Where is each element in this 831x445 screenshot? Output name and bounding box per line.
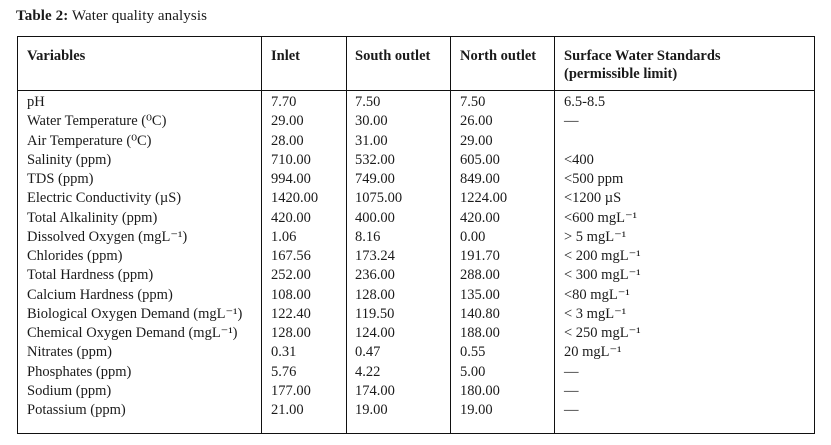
cell-variable: Calcium Hardness (ppm) [27, 286, 173, 303]
cell-inlet: 252.00 [271, 267, 311, 284]
cell-inlet: 28.00 [271, 132, 304, 149]
table-body [18, 93, 814, 420]
cell-inlet: 0.31 [271, 344, 297, 361]
table-row [18, 401, 814, 420]
cell-variable: Sodium (ppm) [27, 382, 112, 399]
cell-north-outlet: 288.00 [460, 267, 500, 284]
cell-variable: Salinity (ppm) [27, 151, 112, 168]
cell-variable: Chlorides (ppm) [27, 248, 123, 264]
header-standards-line2: (permissible limit) [564, 66, 678, 82]
cell-standard: <400 [564, 151, 594, 168]
cell-standard: < 300 mgL⁻¹ [564, 267, 641, 284]
cell-north-outlet: 19.00 [460, 402, 493, 418]
cell-variable: Water Temperature (⁰C) [27, 113, 167, 130]
cell-inlet: 1420.00 [271, 190, 319, 207]
cell-standard: <80 mgL⁻¹ [564, 286, 630, 303]
cell-north-outlet: 188.00 [460, 325, 500, 341]
table-row [18, 112, 814, 131]
cell-north-outlet: 1224.00 [460, 190, 508, 207]
cell-north-outlet: 29.00 [460, 132, 493, 149]
cell-north-outlet: 420.00 [460, 209, 500, 226]
table-row [18, 93, 814, 112]
table-row [18, 151, 814, 170]
cell-south-outlet: 400.00 [355, 209, 395, 226]
cell-south-outlet: 19.00 [355, 402, 388, 418]
cell-standard: — [564, 402, 579, 418]
table-row [18, 209, 814, 228]
cell-south-outlet: 174.00 [355, 382, 395, 399]
cell-north-outlet: 180.00 [460, 382, 500, 399]
cell-standard: <600 mgL⁻¹ [564, 209, 637, 226]
cell-inlet: 7.70 [271, 94, 297, 110]
cell-south-outlet: 128.00 [355, 286, 395, 303]
table-row [18, 305, 814, 324]
cell-standard: — [564, 113, 579, 130]
cell-north-outlet: 140.80 [460, 305, 500, 322]
table-row [18, 382, 814, 401]
cell-inlet: 21.00 [271, 402, 304, 418]
cell-standard: — [564, 382, 579, 399]
table-row [18, 132, 814, 151]
cell-north-outlet: 135.00 [460, 286, 500, 303]
cell-inlet: 167.56 [271, 248, 311, 264]
table-row [18, 228, 814, 247]
cell-inlet: 177.00 [271, 382, 311, 399]
cell-south-outlet: 173.24 [355, 248, 395, 264]
header-inlet: Inlet [271, 48, 300, 64]
cell-standard: 6.5-8.5 [564, 94, 606, 110]
table-row [18, 170, 814, 189]
cell-variable: Phosphates (ppm) [27, 363, 132, 380]
cell-north-outlet: 7.50 [460, 94, 486, 110]
cell-inlet: 710.00 [271, 151, 311, 168]
cell-standard: < 250 mgL⁻¹ [564, 325, 641, 341]
table-caption-label: Table 2: [16, 8, 69, 24]
cell-variable: Biological Oxygen Demand (mgL⁻¹) [27, 305, 243, 322]
cell-standard: <1200 µS [564, 190, 622, 207]
cell-standard: — [564, 363, 579, 380]
table-row [18, 286, 814, 305]
cell-south-outlet: 8.16 [355, 228, 381, 245]
cell-south-outlet: 532.00 [355, 151, 395, 168]
cell-north-outlet: 191.70 [460, 248, 500, 264]
cell-south-outlet: 30.00 [355, 113, 388, 130]
cell-south-outlet: 0.47 [355, 344, 381, 361]
header-standards [564, 47, 721, 83]
header-divider [18, 90, 814, 91]
cell-variable: Electric Conductivity (µS) [27, 190, 182, 207]
header-standards-line1: Surface Water Standards [564, 48, 721, 64]
header-north-outlet: North outlet [460, 48, 537, 64]
cell-inlet: 420.00 [271, 209, 311, 226]
table-row [18, 247, 814, 266]
cell-inlet: 122.40 [271, 305, 311, 322]
header-south-outlet: South outlet [355, 48, 431, 64]
cell-inlet: 994.00 [271, 171, 311, 187]
cell-variable: Potassium (ppm) [27, 402, 126, 418]
cell-standard: < 200 mgL⁻¹ [564, 248, 641, 264]
cell-south-outlet: 7.50 [355, 94, 381, 110]
cell-variable: Total Hardness (ppm) [27, 267, 154, 284]
cell-variable: Total Alkalinity (ppm) [27, 209, 158, 226]
cell-inlet: 29.00 [271, 113, 304, 130]
cell-south-outlet: 4.22 [355, 363, 381, 380]
cell-standard: < 3 mgL⁻¹ [564, 305, 627, 322]
cell-inlet: 1.06 [271, 228, 297, 245]
cell-south-outlet: 236.00 [355, 267, 395, 284]
water-quality-table [17, 36, 815, 434]
table-caption-text: Water quality analysis [68, 8, 208, 24]
cell-standard: 20 mgL⁻¹ [564, 344, 622, 361]
cell-south-outlet: 31.00 [355, 132, 388, 149]
cell-inlet: 128.00 [271, 325, 311, 341]
cell-south-outlet: 119.50 [355, 305, 395, 322]
cell-variable: Dissolved Oxygen (mgL⁻¹) [27, 228, 188, 245]
cell-north-outlet: 849.00 [460, 171, 500, 187]
cell-variable: Air Temperature (⁰C) [27, 132, 152, 149]
cell-variable: Nitrates (ppm) [27, 344, 112, 361]
cell-south-outlet: 124.00 [355, 325, 395, 341]
cell-north-outlet: 26.00 [460, 113, 493, 130]
cell-standard: <500 ppm [564, 171, 624, 187]
table-row [18, 324, 814, 343]
cell-variable: pH [27, 94, 45, 110]
cell-south-outlet: 1075.00 [355, 190, 403, 207]
cell-variable: Chemical Oxygen Demand (mgL⁻¹) [27, 325, 238, 341]
table-row [18, 343, 814, 362]
cell-standard: > 5 mgL⁻¹ [564, 228, 627, 245]
cell-north-outlet: 605.00 [460, 151, 500, 168]
cell-north-outlet: 0.00 [460, 228, 486, 245]
header-variables: Variables [27, 48, 86, 64]
table-row [18, 363, 814, 382]
cell-variable: TDS (ppm) [27, 171, 94, 187]
cell-inlet: 5.76 [271, 363, 297, 380]
cell-north-outlet: 0.55 [460, 344, 486, 361]
cell-north-outlet: 5.00 [460, 363, 486, 380]
table-row [18, 189, 814, 208]
cell-inlet: 108.00 [271, 286, 311, 303]
table-row [18, 266, 814, 285]
cell-south-outlet: 749.00 [355, 171, 395, 187]
table-caption [16, 8, 207, 25]
